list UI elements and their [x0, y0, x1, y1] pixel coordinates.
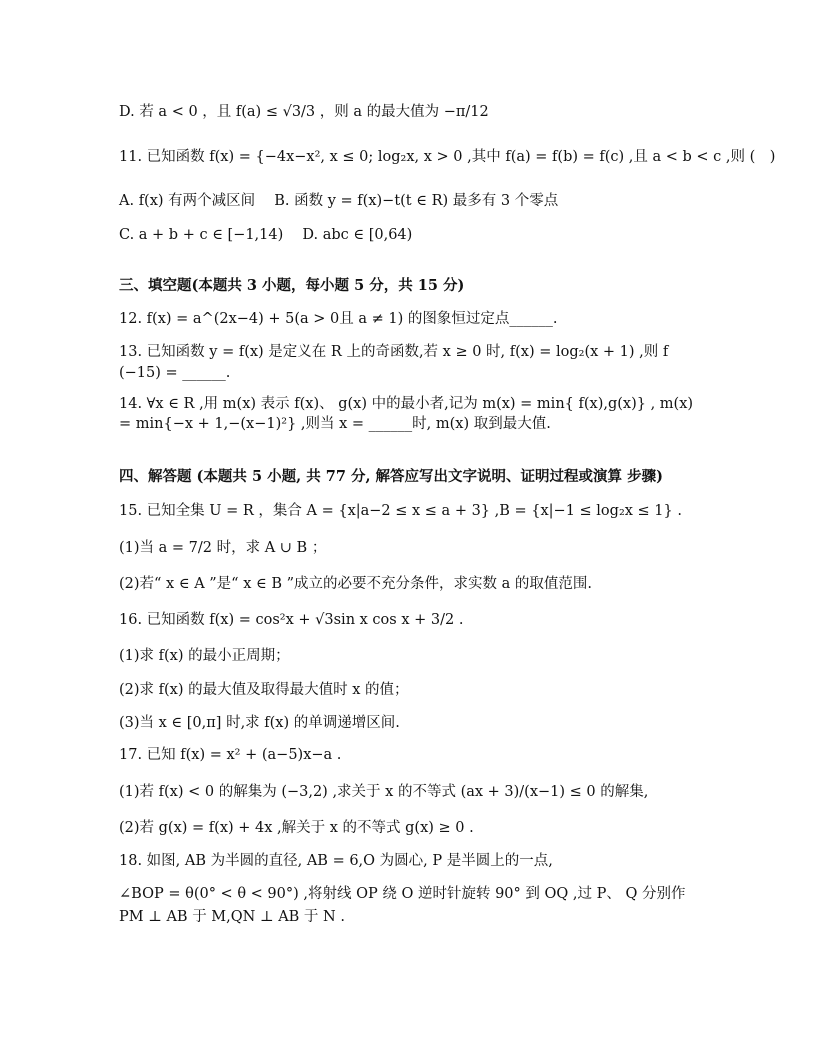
- q16-part2: (2)求 f(x) 的最大值及取得最大值时 x 的值；: [119, 682, 409, 698]
- section-fill-blank-heading: 三、填空题(本题共 3 小题，每小题 5 分，共 15 分): [119, 277, 465, 294]
- q13-line1: 13. 已知函数 y = f(x) 是定义在 R 上的奇函数,若 x ≥ 0 时, f(x) = log₂(x + 1) ,则 f: [119, 344, 669, 360]
- q18-line2: ∠BOP = θ(0° < θ < 90°) ,将射线 OP 绕 O 逆时针旋转 90° 到 OQ ,过 P、 Q 分别作: [119, 886, 686, 902]
- q10-option-d: D. 若 a < 0 ，且 f(a) ≤ √3/3 ，则 a 的最大值为 −π/12: [119, 104, 489, 120]
- q15-part1: (1)当 a = 7/2 时，求 A ∪ B ；: [119, 540, 327, 556]
- q13-line2: (−15) = ______.: [119, 365, 231, 381]
- q11-options-ab: A. f(x) 有两个减区间 B. 函数 y = f(x)−t(t ∈ R) 最多有 3 个零点: [119, 193, 559, 209]
- q12: 12. f(x) = a^(2x−4) + 5(a > 0且 a ≠ 1) 的图象恒过定点______.: [119, 311, 558, 327]
- q11-options-cd: C. a + b + c ∈ [−1,14) D. abc ∈ [0,64): [119, 227, 413, 243]
- q18-line3: PM ⊥ AB 于 M,QN ⊥ AB 于 N .: [119, 909, 345, 925]
- q14-line1: 14. ∀x ∈ R ,用 m(x) 表示 f(x)、 g(x) 中的最小者,记为 m(x) = min{ f(x),g(x)} , m(x): [119, 396, 694, 412]
- q18-line1: 18. 如图, AB 为半圆的直径, AB = 6,O 为圆心, P 是半圆上的一点,: [119, 853, 553, 869]
- q17-part1: (1)若 f(x) < 0 的解集为 (−3,2) ,求关于 x 的不等式 (ax + 3)/(x−1) ≤ 0 的解集,: [119, 784, 649, 800]
- q15-part2: (2)若“ x ∈ A ”是“ x ∈ B ”成立的必要不充分条件，求实数 a 的取值范围.: [119, 576, 592, 592]
- q17-stem: 17. 已知 f(x) = x² + (a−5)x−a .: [119, 747, 342, 763]
- q16-part3: (3)当 x ∈ [0,π] 时,求 f(x) 的单调递增区间.: [119, 715, 400, 731]
- q11-stem: 11. 已知函数 f(x) = {−4x−x², x ≤ 0; log₂x, x > 0 ,其中 f(a) = f(b) = f(c) ,且 a < b < c ,则 ( ): [119, 149, 776, 165]
- q16-part1: (1)求 f(x) 的最小正周期；: [119, 648, 290, 664]
- q15-stem: 15. 已知全集 U = R ，集合 A = {x|a−2 ≤ x ≤ a + 3} ,B = {x|−1 ≤ log₂x ≤ 1} .: [119, 503, 682, 519]
- q16-stem: 16. 已知函数 f(x) = cos²x + √3sin x cos x + 3/2 .: [119, 612, 464, 628]
- q17-part2: (2)若 g(x) = f(x) + 4x ,解关于 x 的不等式 g(x) ≥ 0 .: [119, 820, 474, 836]
- section-solve-heading: 四、解答题 (本题共 5 小题, 共 77 分, 解答应写出文字说明、证明过程或演算 步骤): [119, 468, 663, 485]
- q14-line2: = min{−x + 1,−(x−1)²} ,则当 x = ______时, m(x) 取到最大值.: [119, 416, 551, 432]
